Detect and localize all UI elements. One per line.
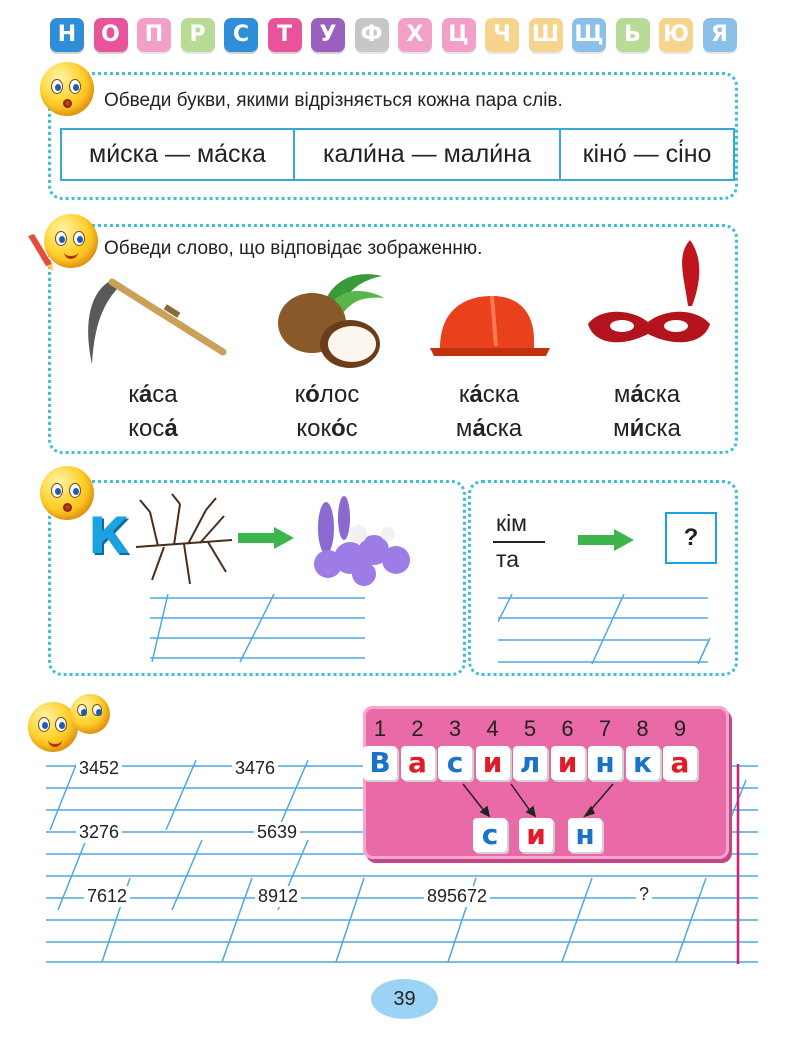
letter-block: н (588, 746, 622, 780)
helmet-image (422, 290, 552, 365)
position-digit: 9 (673, 716, 687, 741)
writing-lines-left (150, 594, 365, 664)
alphabet-tile: Ц (442, 18, 476, 52)
word-choice-pair (262, 378, 392, 446)
word-pair-cell: ми́ска — ма́ска (62, 130, 295, 179)
alphabet-tile: Ю (659, 18, 693, 52)
word-choice-second[interactable]: ма́ска (455, 415, 523, 442)
alphabet-tile: Р (181, 18, 215, 52)
task1-instruction: Обведи букви, якими відрізняється кожна пара слів. (104, 90, 563, 111)
letter-block: и (551, 746, 585, 780)
number-value: 3276 (76, 822, 122, 843)
position-digit: 5 (523, 716, 537, 741)
letter-block: л (513, 746, 547, 780)
alphabet-tile: О (94, 18, 128, 52)
mask-image (580, 236, 720, 366)
alphabet-tile: Н (50, 18, 84, 52)
result-letter-block: с (473, 818, 507, 852)
result-letter-block: и (519, 818, 553, 852)
word-choice-pair (582, 378, 712, 446)
word-pair-cell: кіно́ — сі́но (582, 140, 712, 168)
question-mark: ? (636, 884, 652, 905)
alphabet-tile: Ь (616, 18, 650, 52)
alphabet-tile: Ш (529, 18, 563, 52)
number-value: 3452 (76, 758, 122, 779)
letter-block: к (626, 746, 660, 780)
word-choice-pair (88, 378, 218, 446)
position-digit: 1 (373, 716, 387, 741)
syllable-bottom: та (496, 546, 520, 572)
word-pairs-table (60, 128, 735, 181)
position-digit: 4 (486, 716, 499, 741)
alphabet-tile: Х (398, 18, 432, 52)
bare-branch-image (128, 492, 238, 592)
alphabet-strip (50, 18, 740, 54)
coconut-image (262, 268, 387, 373)
word-choice-second[interactable]: ми́ска (613, 415, 681, 442)
thinking-smiley-icon (70, 694, 110, 734)
alphabet-tile: Т (268, 18, 302, 52)
letter-block: с (438, 746, 472, 780)
position-digit: 6 (561, 716, 574, 741)
alphabet-tile: Я (703, 18, 737, 52)
position-digit: 8 (636, 716, 649, 741)
word-choice-first[interactable]: ка́ска (458, 381, 520, 408)
number-value: 8912 (255, 886, 301, 907)
thinking-smiley-icon (40, 466, 94, 520)
word-choice-first[interactable]: ка́са (128, 381, 178, 408)
alphabet-tile: У (311, 18, 345, 52)
writing-lines-right (498, 594, 713, 666)
green-arrow-icon (576, 527, 636, 553)
page-number: 39 (371, 979, 438, 1019)
syllable-top: кім (496, 510, 527, 536)
lilac-flowers-image (292, 488, 422, 588)
word-choice-first[interactable]: ко́лос (294, 381, 360, 408)
word-pair-cell: кали́на — мали́на (295, 130, 561, 179)
word-puzzle-card (363, 706, 729, 859)
position-digit: 7 (598, 716, 612, 741)
fraction-bar (493, 541, 545, 543)
position-digit: 3 (448, 716, 462, 741)
result-letter-block: н (568, 818, 602, 852)
number-value: 5639 (254, 822, 300, 843)
task2-instruction: Обведи слово, що відповідає зображенню. (104, 238, 483, 259)
alphabet-tile: Ч (485, 18, 519, 52)
scythe-image (78, 272, 228, 372)
letter-k: К (88, 507, 129, 565)
letter-block: В (363, 746, 397, 780)
green-arrow-icon (236, 525, 296, 551)
letter-block: а (663, 746, 697, 780)
word-choice-second[interactable]: коса́ (128, 415, 178, 442)
number-value: 895672 (424, 886, 490, 907)
number-value: 3476 (232, 758, 278, 779)
alphabet-tile: Ф (355, 18, 389, 52)
word-choice-first[interactable]: ма́ска (613, 381, 681, 408)
position-digit: 2 (411, 716, 424, 741)
letter-block: а (401, 746, 435, 780)
alphabet-tile: П (137, 18, 171, 52)
answer-box[interactable]: ? (665, 512, 717, 564)
alphabet-tile: Щ (572, 18, 606, 52)
word-choice-second[interactable]: коко́с (296, 415, 358, 442)
number-value: 7612 (84, 886, 130, 907)
word-choice-pair (424, 378, 554, 446)
alphabet-tile: С (224, 18, 258, 52)
pencil-icon (20, 232, 56, 272)
letter-block: и (476, 746, 510, 780)
thinking-smiley-icon (40, 62, 94, 116)
